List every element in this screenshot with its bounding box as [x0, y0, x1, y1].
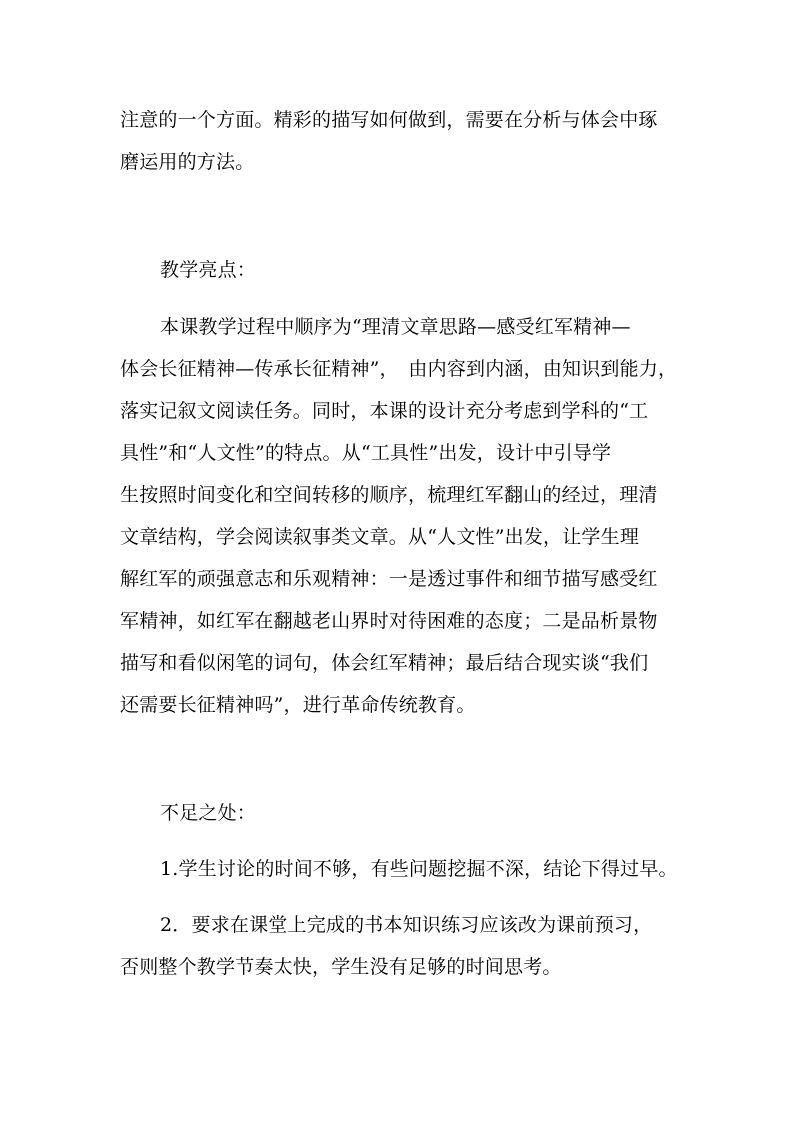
intro-line-2: 磨运用的方法。 [120, 151, 255, 173]
highlights-line-3: 落实记叙文阅读任务。同时，本课的设计充分考虑到学科的“工 [120, 400, 649, 422]
highlights-line-6: 文章结构，学会阅读叙事类文章。从“人文性”出发，让学生理 [120, 526, 640, 548]
highlights-heading: 教学亮点： [160, 259, 257, 281]
highlights-line-2: 体会长征精神—传承长征精神”， 由内容到内涵，由知识到能力， [120, 358, 678, 380]
highlights-line-9: 描写和看似闲笔的词句，体会红军精神；最后结合现实谈“我们 [120, 652, 649, 674]
intro-line-1: 注意的一个方面。精彩的描写如何做到，需要在分析与体会中琢 [120, 109, 658, 131]
highlights-line-7: 解红军的顽强意志和乐观精神：一是透过事件和细节描写感受红 [120, 568, 658, 590]
highlights-line-8: 军精神，如红军在翻越老山界时对待困难的态度；二是品析景物 [120, 610, 658, 632]
highlights-line-5: 生按照时间变化和空间转移的顺序，梳理红军翻山的经过，理清 [120, 484, 658, 506]
shortcomings-item-1: 1.学生讨论的时间不够，有些问题挖掘不深，结论下得过早。 [160, 858, 678, 880]
shortcomings-item-2-line-2: 否则整个教学节奏太快，学生没有足够的时间思考。 [120, 956, 562, 978]
shortcomings-item-2-line-1: 2．要求在课堂上完成的书本知识练习应该改为课前预习， [160, 914, 653, 936]
highlights-line-1: 本课教学过程中顺序为“理清文章思路—感受红军精神— [160, 316, 631, 338]
shortcomings-heading: 不足之处： [160, 802, 257, 824]
highlights-line-10: 还需要长征精神吗”，进行革命传统教育。 [120, 694, 476, 716]
highlights-line-4: 具性”和“人文性”的特点。从“工具性”出发，设计中引导学 [120, 442, 612, 464]
